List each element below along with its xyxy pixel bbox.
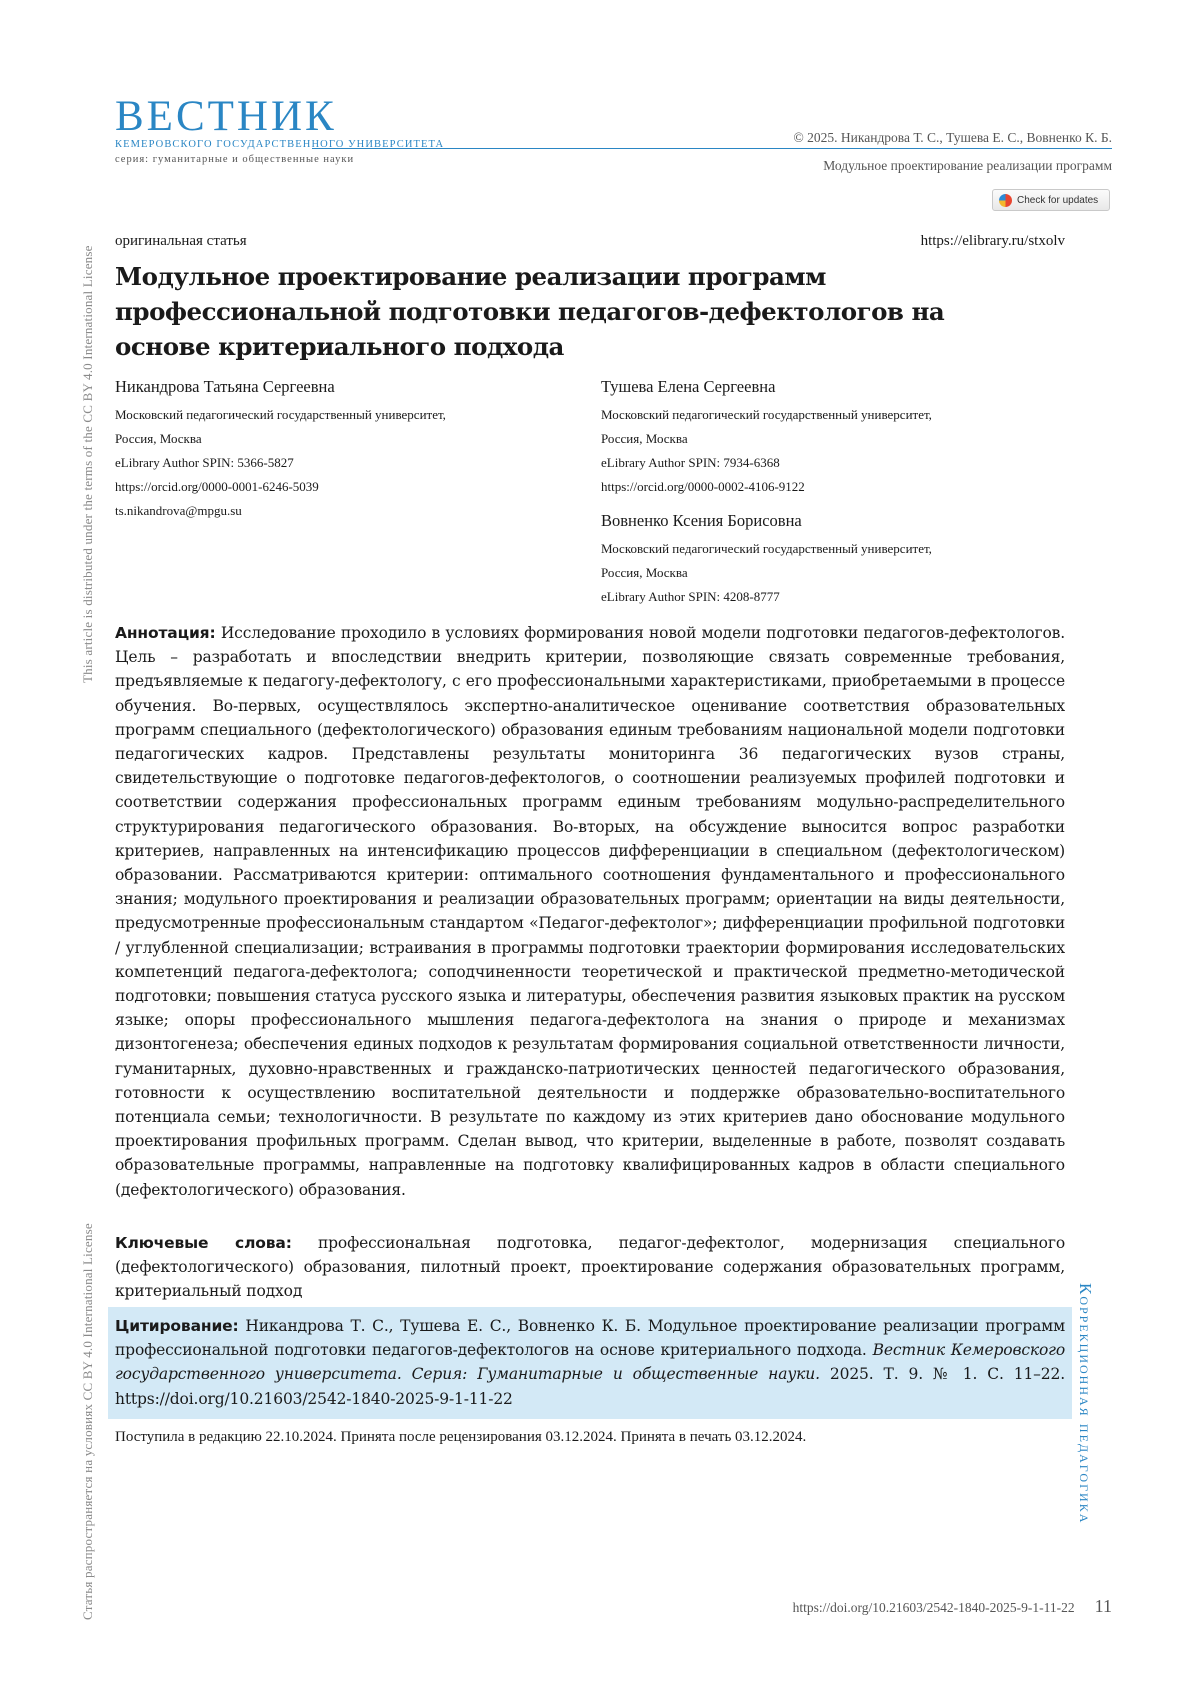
journal-university: КЕМЕРОВСКОГО ГОСУДАРСТВЕННОГО УНИВЕРСИТЕТА — [115, 139, 444, 150]
received-dates: Поступила в редакцию 22.10.2024. Принята после рецензирования 03.12.2024. Принята в печать 03.12.2024. — [115, 1429, 806, 1446]
page-number: 11 — [1095, 1596, 1112, 1617]
running-title: Модульное проектирование реализации программ — [794, 158, 1112, 174]
page-footer — [793, 1596, 1112, 1617]
abstract — [115, 621, 1065, 1202]
abstract-label: Аннотация: — [115, 624, 216, 642]
author-affiliation: Московский педагогический государственный университет, — [115, 403, 446, 427]
running-header — [794, 130, 1112, 174]
author-affiliation: Московский педагогический государственный университет, — [601, 403, 932, 427]
keywords — [115, 1231, 1065, 1304]
article-title: Модульное проектирование реализации программ профессиональной подготовки педагогов-дефектологов на основе критериального подхода — [115, 259, 1015, 364]
author-block — [115, 377, 446, 523]
check-for-updates-button[interactable] — [992, 189, 1110, 211]
author-affiliation: Московский педагогический государственный университет, — [601, 537, 932, 561]
author-name: Тушева Елена Сергеевна — [601, 377, 932, 397]
license-note-en: This article is distributed under the terms of the CC BY 4.0 International License — [80, 245, 96, 683]
citation-suffix: 2025. Т. 9. № 1. С. 11–22. https://doi.org/10.21603/2542-1840-2025-9-1-11-22 — [115, 1365, 1065, 1407]
footer-doi[interactable]: https://doi.org/10.21603/2542-1840-2025-9-1-11-22 — [793, 1600, 1075, 1616]
journal-series: серия: гуманитарные и общественные науки — [115, 154, 444, 165]
abstract-text: Исследование проходило в условиях формирования новой модели подготовки педагогов-дефектологов. Цель – разработать и впоследствии внедрить критерии, позволяющие связать современные требования, предъявляемые к педагогу-дефектологу, с его профессиональными характеристиками, приобретаемыми в процессе обучения. Во-первых, осуществлялось экспертно-аналитическое оценивание соответствия образовательных программ специального (дефектологического) образования единым требованиям национальной модели подготовки педагогических кадров. Представлены результаты мониторинга 36 педагогических вузов страны, свидетельствующие о подготовке педагогов-дефектологов, о соотношении реализуемых профилей подготовки и соответствии содержания профессиональных программ единым требованиям модульно-распределительного структурирования педагогического образования. Во-вторых, на обсуждение выносится вопрос разработки критериев, направленных на интенсификацию процессов дифференциации в специальном (дефектологическом) образовании. Рассматриваются критерии: оптимального соотношения фундаментального и профессионального знания; модульного проектирования и реализации образовательных программ; ориентации на виды деятельности, предусмотренные профессиональным стандартом «Педагог-дефектолог»; дифференциации профильной подготовки / углубленной специализации; встраивания в программы подготовки траектории формирования исследовательских компетенций педагога-дефектолога; соподчиненности теоретической и практической предметно-методической подготовки; повышения статуса русского языка и литературы, обеспечения развития языковых практик на русском языке; опоры профессионального мышления педагога-дефектолога на знания о природе и механизмах дизонтогенеза; обеспечения единых подходов к результатам формирования социальной ответственности личности, гуманитарных, духовно-нравственных и гражданско-патриотических ценностей педагогического образования, готовности к осуществлению воспитательной деятельности и поддержке образовательно-воспитательного потенциала семьи; технологичности. В результате по каждому из этих критериев дано обоснование модульного проектирования профильных программ. Сделан вывод, что критерии, выделенные в работе, позволят создавать образовательные программы, направленные на подготовку квалифицированных кадров в области специального (дефектологического) образования. — [115, 624, 1065, 1199]
author-location: Россия, Москва — [115, 427, 446, 451]
citation-prefix: Никандрова Т. С., Тушева Е. С., Вовненко К. Б. Модульное проектирование реализации программ профессиональной подготовки педагогов-дефектологов на основе критериального подхода. — [115, 1317, 1065, 1359]
author-orcid[interactable]: https://orcid.org/0000-0002-4106-9122 — [601, 475, 932, 499]
keywords-text: профессиональная подготовка, педагог-дефектолог, модернизация специального (дефектологического) образования, пилотный проект, проектирование содержания образовательных программ, критериальный подход — [115, 1234, 1065, 1300]
section-label: Коррекционная педагогика — [1075, 1283, 1095, 1524]
license-note-ru: Статья распространяется на условиях CC BY 4.0 International License — [80, 1223, 96, 1620]
author-name: Никандрова Татьяна Сергеевна — [115, 377, 446, 397]
author-email[interactable]: ts.nikandrova@mpgu.su — [115, 499, 446, 523]
check-for-updates-label: Check for updates — [1017, 195, 1098, 206]
author-block — [601, 511, 932, 609]
elibrary-link[interactable]: https://elibrary.ru/stxolv — [921, 233, 1065, 250]
author-block — [601, 377, 932, 499]
journal-name: ВЕСТНИК — [115, 96, 444, 138]
crossmark-icon — [999, 194, 1012, 207]
citation-box — [108, 1307, 1072, 1419]
article-type: оригинальная статья — [115, 233, 247, 250]
author-spin: eLibrary Author SPIN: 4208-8777 — [601, 585, 932, 609]
citation-label: Цитирование: — [115, 1317, 239, 1335]
article-meta — [115, 233, 1065, 250]
author-location: Россия, Москва — [601, 427, 932, 451]
journal-logo — [115, 96, 444, 165]
author-location: Россия, Москва — [601, 561, 932, 585]
author-orcid[interactable]: https://orcid.org/0000-0001-6246-5039 — [115, 475, 446, 499]
citation-journal: Вестник Кемеровского государственного университета. Серия: Гуманитарные и общественные науки. — [115, 1341, 1065, 1383]
copyright-line: © 2025. Никандрова Т. С., Тушева Е. С., Вовненко К. Б. — [794, 130, 1112, 146]
keywords-label: Ключевые слова: — [115, 1234, 292, 1252]
author-spin: eLibrary Author SPIN: 5366-5827 — [115, 451, 446, 475]
author-name: Вовненко Ксения Борисовна — [601, 511, 932, 531]
author-spin: eLibrary Author SPIN: 7934-6368 — [601, 451, 932, 475]
